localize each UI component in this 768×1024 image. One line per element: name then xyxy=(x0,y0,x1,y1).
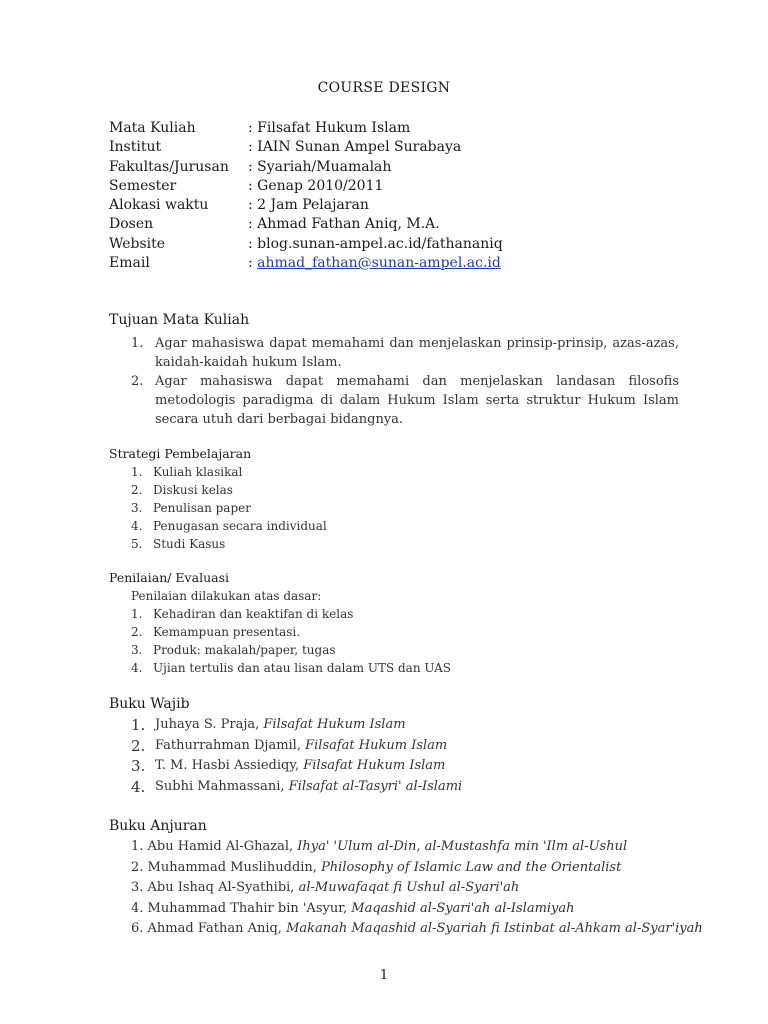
info-value: : Filsafat Hukum Islam xyxy=(248,120,411,136)
item-text: Studi Kasus xyxy=(153,537,226,551)
item-text xyxy=(131,858,621,879)
item-text: Kuliah klasikal xyxy=(153,465,243,479)
item-text: Kehadiran dan keaktifan di kelas xyxy=(153,607,354,621)
item-text: Kemampuan presentasi. xyxy=(153,625,301,639)
item-text xyxy=(131,878,519,899)
email-link[interactable]: ahmad_fathan@sunan-ampel.ac.id xyxy=(257,255,501,272)
item-number: 2. xyxy=(131,736,146,755)
info-label: Email xyxy=(109,255,150,272)
info-label: Semester xyxy=(109,177,177,194)
book-author: 2. Muhammad Muslihuddin, xyxy=(131,859,322,875)
item-number: 1. xyxy=(131,716,146,734)
item-text: Penugasan secara individual xyxy=(153,519,327,533)
item-number: 4. xyxy=(131,519,143,533)
book-author: Subhi Mahmassani, xyxy=(155,778,289,794)
info-label: Dosen xyxy=(109,216,154,233)
book-author: Juhaya S. Praja, xyxy=(155,717,264,732)
info-label: Fakultas/Jurusan xyxy=(109,158,229,175)
item-number: 1. xyxy=(131,336,144,351)
book-author: 4. Muhammad Thahir bin 'Asyur, xyxy=(131,900,352,916)
book-author: 3. Abu Ishaq Al-Syathibi, xyxy=(131,880,299,895)
item-number: 3. xyxy=(131,757,146,775)
list-item xyxy=(109,372,679,429)
page-number: 1 xyxy=(379,968,389,983)
tujuan-heading: Tujuan Mata Kuliah xyxy=(109,312,250,328)
book-title: al-Muwafaqat fi Ushul al-Syari'ah xyxy=(298,880,520,895)
item-text: Agar mahasiswa dapat memahami dan menjelaskan prinsip-prinsip, azas-azas, kaidah-kaidah hukum Islam. xyxy=(155,336,679,370)
info-label: Website xyxy=(109,235,166,252)
book-author: T. M. Hasbi Assiediqy, xyxy=(155,758,304,773)
penilaian-heading: Penilaian/ Evaluasi xyxy=(109,570,229,585)
book-author: 6. Ahmad Fathan Aniq, xyxy=(131,921,287,936)
item-text xyxy=(131,837,627,858)
buku-anjuran-heading: Buku Anjuran xyxy=(109,818,207,834)
item-text xyxy=(131,919,703,940)
item-text xyxy=(131,899,575,920)
info-value: : Syariah/Muamalah xyxy=(248,158,392,175)
book-title: Philosophy of Islamic Law and the Orientalist xyxy=(321,859,622,875)
book-title: Filsafat Hukum Islam xyxy=(305,737,448,753)
info-value xyxy=(248,254,501,273)
info-value: : Genap 2010/2011 xyxy=(248,177,384,194)
info-label: Mata Kuliah xyxy=(109,120,196,136)
book-title: Filsafat Hukum Islam xyxy=(303,758,446,773)
buku-wajib-heading: Buku Wajib xyxy=(109,696,190,712)
item-text: Penulisan paper xyxy=(153,501,251,515)
item-text: Agar mahasiswa dapat memahami dan menjelaskan landasan filosofis metodologis paradigma di dalam Hukum Islam serta struktur Hukum Islam secara utuh dari berbagai bidangnya. xyxy=(155,374,679,427)
book-title: Maqashid al-Syari'ah al-Islamiyah xyxy=(351,900,575,916)
item-text: Diskusi kelas xyxy=(153,483,233,497)
info-value: : 2 Jam Pelajaran xyxy=(248,197,369,214)
info-label: Institut xyxy=(109,139,162,156)
item-number: 2. xyxy=(131,625,143,639)
book-title: Filsafat al-Tasyri' al-Islami xyxy=(288,778,463,794)
item-number: 3. xyxy=(131,501,143,515)
item-text xyxy=(155,736,447,757)
strategi-heading: Strategi Pembelajaran xyxy=(109,446,252,461)
item-text xyxy=(155,715,406,736)
item-text: Ujian tertulis dan atau lisan dalam UTS dan UAS xyxy=(153,661,451,675)
item-number: 1. xyxy=(131,465,143,479)
book-title: Filsafat Hukum Islam xyxy=(263,717,406,732)
item-number: 3. xyxy=(131,643,143,657)
list-item xyxy=(109,334,679,372)
info-value: : Ahmad Fathan Aniq, M.A. xyxy=(248,216,440,233)
item-number: 2. xyxy=(131,374,144,389)
book-author: 1. Abu Hamid Al-Ghazal, xyxy=(131,839,298,854)
item-text: Produk: makalah/paper, tugas xyxy=(153,643,336,657)
item-number: 4. xyxy=(131,661,143,675)
item-text xyxy=(155,756,445,777)
book-title: Makanah Maqashid al-Syariah fi Istinbat al-Ahkam al-Syar'iyah xyxy=(286,921,703,936)
document-title: COURSE DESIGN xyxy=(317,80,451,96)
item-text xyxy=(155,777,462,798)
tujuan-list xyxy=(109,334,679,429)
item-number: 5. xyxy=(131,537,143,551)
item-number: 2. xyxy=(131,483,143,497)
email-colon: : xyxy=(248,255,258,272)
penilaian-intro: Penilaian dilakukan atas dasar: xyxy=(131,589,322,603)
info-label: Alokasi waktu xyxy=(109,197,209,214)
info-value: : IAIN Sunan Ampel Surabaya xyxy=(248,139,462,156)
info-value: : blog.sunan-ampel.ac.id/fathananiq xyxy=(248,235,503,252)
item-number: 1. xyxy=(131,607,143,621)
book-title: Ihya' 'Ulum al-Din, al-Mustashfa min 'Ilm al-Ushul xyxy=(297,839,628,854)
item-number: 4. xyxy=(131,777,146,796)
book-author: Fathurrahman Djamil, xyxy=(155,737,306,753)
